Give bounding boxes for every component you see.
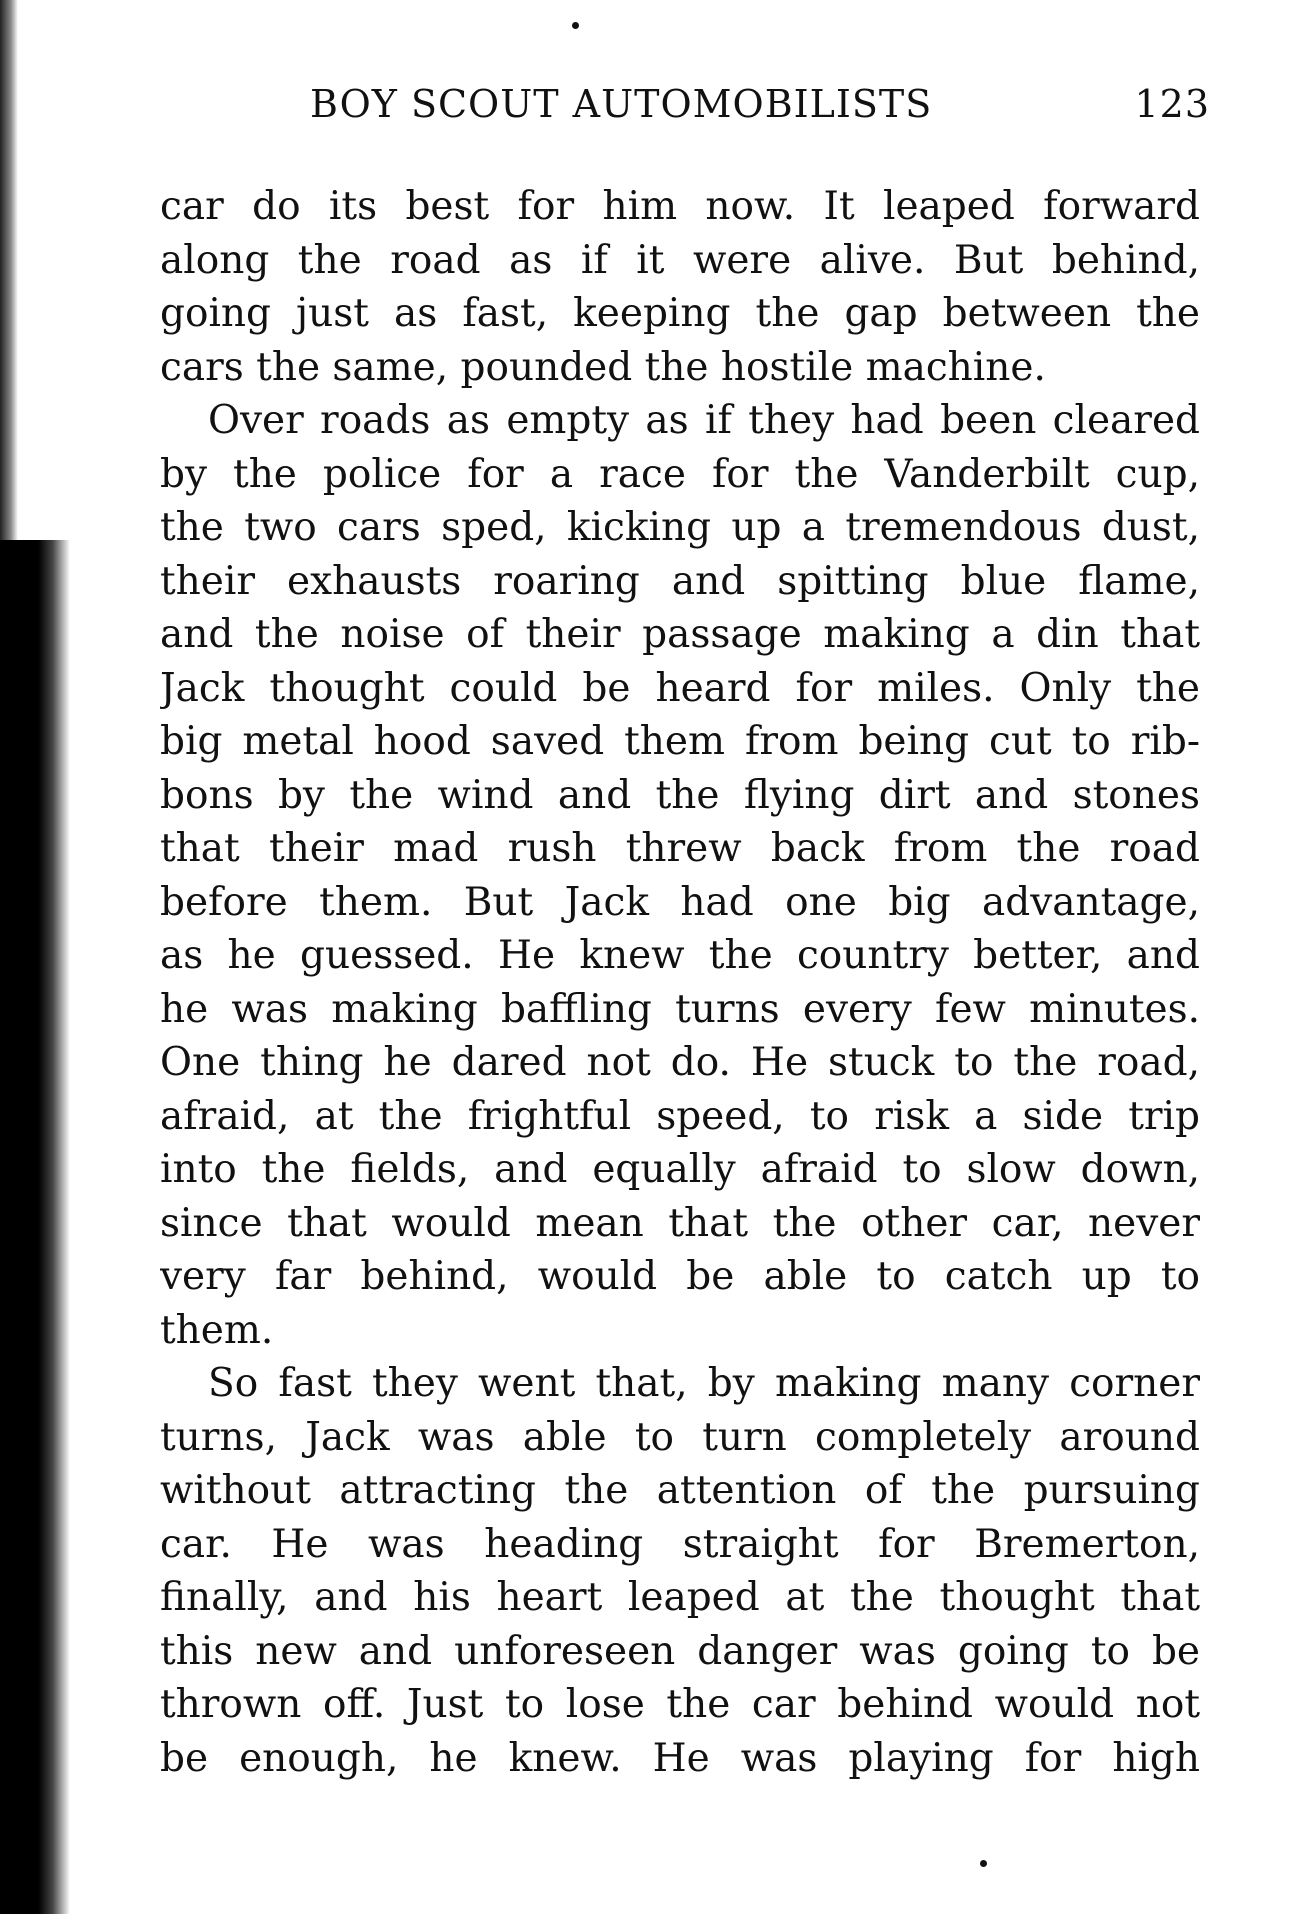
text-line: turns, Jack was able to turn completely around (160, 1414, 1200, 1460)
text-line: by the police for a race for the Vanderbilt cup, (160, 451, 1200, 497)
text-line: be enough, he knew. He was playing for high (160, 1735, 1200, 1781)
binding-shadow (0, 540, 70, 1914)
text-line: bons by the wind and the flying dirt and stones (160, 772, 1200, 818)
text-line: the two cars sped, kicking up a tremendous dust, (160, 505, 1200, 550)
stray-ink-mark (980, 1860, 987, 1867)
text-line: this new and unforeseen danger was going to be (160, 1628, 1200, 1674)
text-line: very far behind, would be able to catch up to (160, 1254, 1200, 1299)
page-header (310, 82, 1210, 132)
binding-shadow-top (0, 0, 18, 540)
paragraph-start-line: Over roads as empty as if they had been cleared (208, 398, 1200, 443)
page-number: 123 (1134, 82, 1210, 126)
text-line: since that would mean that the other car, never (160, 1200, 1200, 1246)
text-line: into the fields, and equally afraid to slow down, (160, 1147, 1200, 1192)
text-line: Jack thought could be heard for miles. Only the (160, 665, 1200, 711)
text-line: as he guessed. He knew the country better, and (160, 933, 1200, 978)
text-line: before them. But Jack had one big advantage, (160, 879, 1200, 925)
text-line: big metal hood saved them from being cut to rib- (160, 719, 1200, 764)
paragraph-start-line: So fast they went that, by making many corner (208, 1361, 1200, 1406)
running-title: BOY SCOUT AUTOMOBILISTS (310, 82, 933, 126)
text-line: that their mad rush threw back from the road (160, 826, 1200, 871)
text-line: them. (160, 1307, 274, 1353)
text-line: without attracting the attention of the pursuing (160, 1468, 1200, 1513)
text-line: thrown off. Just to lose the car behind would not (160, 1682, 1200, 1727)
text-line: finally, and his heart leaped at the thought that (160, 1575, 1200, 1620)
text-line: their exhausts roaring and spitting blue flame, (160, 558, 1200, 604)
text-line: along the road as if it were alive. But behind, (160, 237, 1200, 283)
text-line: car. He was heading straight for Bremerton, (160, 1521, 1200, 1567)
body-text (160, 180, 1200, 1785)
stray-ink-mark (572, 22, 579, 29)
text-line: One thing he dared not do. He stuck to the road, (160, 1040, 1200, 1085)
text-line: cars the same, pounded the hostile machine. (160, 344, 1046, 390)
text-line: going just as fast, keeping the gap between the (160, 291, 1200, 336)
text-line: afraid, at the frightful speed, to risk a side trip (160, 1093, 1200, 1139)
text-line: car do its best for him now. It leaped forward (160, 184, 1200, 229)
text-line: and the noise of their passage making a din that (160, 612, 1200, 657)
text-line: he was making baffling turns every few minutes. (160, 986, 1200, 1032)
